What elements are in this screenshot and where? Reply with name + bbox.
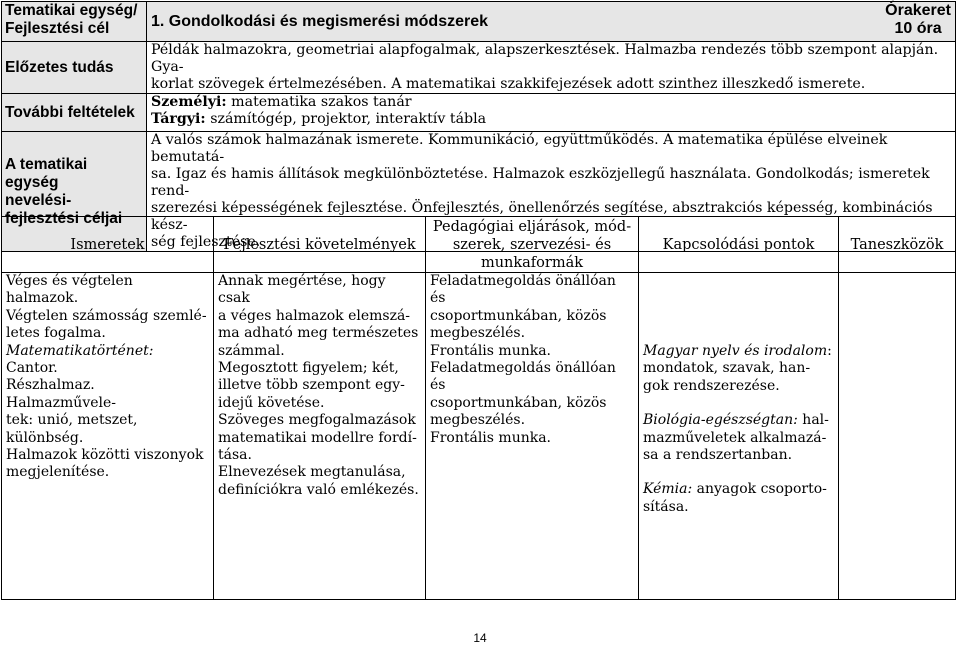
aims-line-3: szerezési képességének fejlesztése. Önfejlesztés, önellenőrzés segítése, absztrakciós képesség, kombinációs kész-	[151, 200, 933, 233]
label-aims-line1: A tematikai egység	[5, 155, 88, 191]
conditions-text	[147, 94, 956, 132]
header-pedagogiai-eljarasok	[426, 217, 639, 273]
history-subject: Matematikatörténet:	[6, 342, 154, 359]
kapcsolodas-line: mondatok, szavak, han-	[643, 360, 811, 377]
colon: :	[827, 343, 832, 359]
pedagogia-line: megbeszélés.	[430, 412, 526, 429]
pedagogia-line: Feladatmegoldás önállóan és	[430, 273, 616, 307]
cell-taneszkozok	[839, 273, 956, 600]
label-topic-goal	[2, 2, 147, 42]
kapcsolodas-line: gok rendszerezése.	[643, 377, 780, 394]
topic-title: 1. Gondolkodási és megismerési módszerek	[151, 13, 489, 30]
spacer	[643, 395, 834, 412]
kapcsolodas-line	[643, 343, 834, 360]
page-number: 14	[473, 631, 487, 645]
material-condition	[151, 111, 951, 128]
header-ismeretek: Ismeretek	[2, 217, 214, 273]
ismeretek-line: Véges és végtelen halmazok.	[6, 273, 133, 307]
fejlesztes-line: Annak megértése, hogy csak	[218, 273, 386, 307]
fejlesztes-line: matematikai modellre fordí-	[218, 429, 417, 446]
cell-ismeretek	[2, 273, 214, 600]
aims-line-2: sa. Igaz és hamis állítások megkülönböztetése. Halmazok eszközjellegű használata. Gondolkodás; ismeretek rend-	[151, 166, 930, 199]
kapcsolodas-line: mazműveletek alkalmazá-	[643, 429, 827, 446]
fejlesztes-line: a véges halmazok elemszá-	[218, 307, 411, 324]
ismeretek-line: Részhalmaz. Halmazművele-	[6, 377, 117, 411]
fejlesztes-line: számmal.	[218, 342, 285, 359]
cell-pedagogia	[426, 273, 639, 600]
cell-fejlesztes	[214, 273, 426, 600]
topic-title-cell	[147, 2, 956, 42]
fejlesztes-line: Elnevezések megtanulása,	[218, 464, 406, 481]
topic-header-table	[1, 1, 956, 252]
prior-knowledge-text	[147, 42, 956, 94]
kapcsolodas-line	[643, 412, 834, 429]
hours-value: 10 óra	[894, 20, 942, 37]
fejlesztes-line: definíciókra való emlékezés.	[218, 481, 419, 498]
subject-biologia: Biológia-egészségtan:	[643, 412, 798, 429]
material-value: számítógép, projektor, interaktív tábla	[210, 111, 487, 127]
personal-value: matematika szakos tanár	[231, 94, 412, 110]
ismeretek-line: megjelenítése.	[6, 464, 110, 481]
label-further-conditions: További feltételek	[2, 94, 147, 132]
pedagogia-line: megbeszélés.	[430, 325, 526, 342]
header-kapcsolodasi-pontok: Kapcsolódási pontok	[639, 217, 839, 273]
fejlesztes-line: Megosztott figyelem; két,	[218, 360, 399, 377]
kemia-first: anyagok csoporto-	[692, 481, 827, 498]
biologia-first: hal-	[797, 412, 829, 429]
ismeretek-line: tek: unió, metszet, különbség.	[6, 412, 138, 446]
aims-line-1: A valós számok halmazának ismerete. Kommunikáció, együttműködés. A matematika épülése elveinek bemutatá-	[151, 132, 888, 165]
ismeretek-line: Végtelen számosság szemlé-	[6, 307, 207, 324]
kapcsolodas-line: sa a rendszertanban.	[643, 447, 793, 464]
header-pedagogiai-line1: Pedagógiai eljárások, mód-	[432, 218, 632, 235]
spacer	[643, 464, 834, 481]
header-pedagogiai-line2: szerek, szervezési- és	[452, 236, 612, 253]
fejlesztes-line: ma adható meg természetes	[218, 325, 419, 342]
label-aims-line2: nevelési-	[5, 191, 72, 209]
label-topic-goal-line2: Fejlesztési cél	[5, 20, 110, 37]
ismeretek-line	[6, 343, 209, 378]
aims-line-4: ség fejlesztése.	[151, 234, 261, 250]
pedagogia-line: Feladatmegoldás önállóan és	[430, 360, 616, 394]
header-taneszkozok: Taneszközök	[839, 217, 956, 273]
pedagogia-line: Frontális munka.	[430, 342, 552, 359]
content-table	[1, 216, 956, 600]
personal-label: Személyi:	[151, 94, 227, 110]
label-prior-knowledge: Előzetes tudás	[2, 42, 147, 94]
ismeretek-line: Halmazok közötti viszonyok	[6, 447, 204, 464]
prior-line-2: korlat szövegek értelmezésében. A matematikai szakkifejezések adott szinthez illeszkedő ismerete.	[151, 76, 866, 92]
hours-box	[885, 2, 951, 38]
history-value: Cantor.	[6, 360, 58, 377]
subject-kemia: Kémia:	[643, 481, 693, 498]
pedagogia-line: csoportmunkában, közös	[430, 394, 607, 411]
ismeretek-line: letes fogalma.	[6, 325, 106, 342]
header-pedagogiai-line3: munkaformák	[480, 254, 584, 271]
pedagogia-line: Frontális munka.	[430, 429, 552, 446]
header-fejlesztesi-kovetelmenyek: Fejlesztési követelmények	[214, 217, 426, 273]
kapcsolodas-line	[643, 481, 834, 498]
label-topic-goal-line1: Tematikai egység/	[5, 2, 138, 19]
material-label: Tárgyi:	[151, 111, 206, 127]
fejlesztes-line: tása.	[218, 447, 252, 464]
fejlesztes-line: illetve több szempont egy-	[218, 377, 405, 394]
fejlesztes-line: Szöveges megfogalmazások	[218, 412, 416, 429]
personal-condition	[151, 94, 951, 111]
pedagogia-line: csoportmunkában, közös	[430, 307, 607, 324]
kapcsolodas-line: sítása.	[643, 498, 689, 515]
hours-label: Órakeret	[885, 2, 951, 19]
subject-magyar: Magyar nyelv és irodalom	[643, 343, 828, 359]
prior-line-1: Példák halmazokra, geometriai alapfogalmak, alapszerkesztések. Halmazba rendezés több szempont alapján. Gya-	[151, 42, 939, 75]
label-aims-line3: fejlesztési céljai	[5, 209, 123, 227]
fejlesztes-line: idejű követése.	[218, 394, 325, 411]
cell-kapcsolodas	[639, 273, 839, 600]
